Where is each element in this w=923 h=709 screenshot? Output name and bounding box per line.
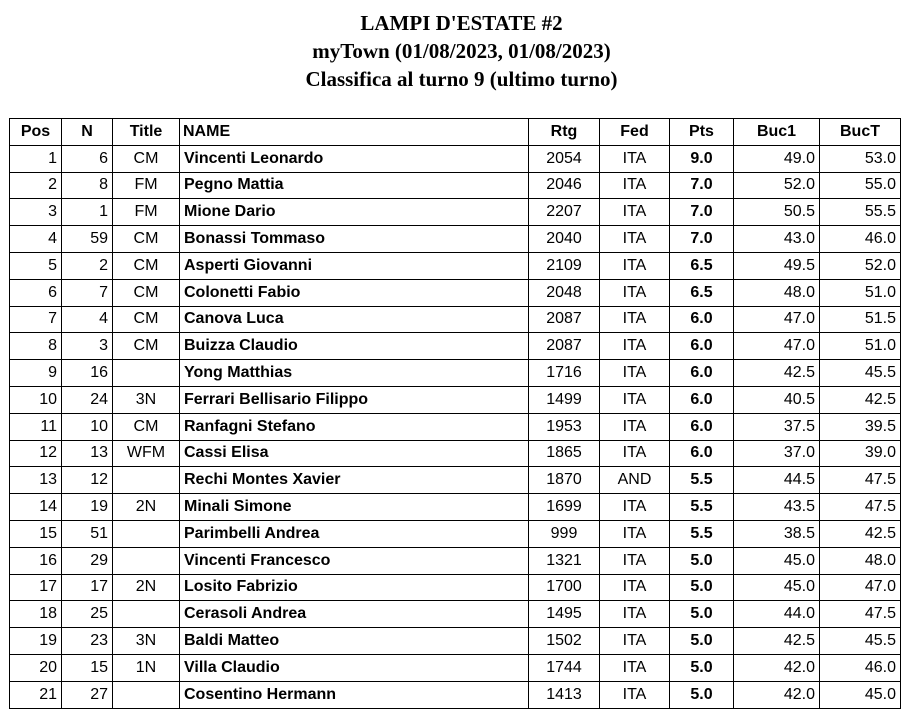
cell-fed: ITA bbox=[600, 252, 670, 279]
cell-pts: 6.0 bbox=[670, 360, 734, 387]
cell-pos: 15 bbox=[10, 520, 62, 547]
cell-fed: ITA bbox=[600, 654, 670, 681]
cell-buct: 42.5 bbox=[820, 520, 901, 547]
cell-n: 2 bbox=[62, 252, 113, 279]
standings-round-caption: Classifica al turno 9 (ultimo turno) bbox=[305, 67, 618, 91]
cell-title: 2N bbox=[113, 494, 180, 521]
cell-name: Pegno Mattia bbox=[180, 172, 529, 199]
cell-buc1: 40.5 bbox=[734, 386, 820, 413]
cell-name: Ranfagni Stefano bbox=[180, 413, 529, 440]
table-row bbox=[10, 279, 901, 306]
cell-n: 1 bbox=[62, 199, 113, 226]
column-header-buc1: Buc1 bbox=[734, 119, 820, 146]
cell-pts: 6.0 bbox=[670, 386, 734, 413]
cell-buc1: 49.0 bbox=[734, 145, 820, 172]
table-row bbox=[10, 520, 901, 547]
table-row bbox=[10, 574, 901, 601]
cell-fed: ITA bbox=[600, 145, 670, 172]
cell-rtg: 2040 bbox=[529, 226, 600, 253]
cell-pts: 6.0 bbox=[670, 413, 734, 440]
cell-title: CM bbox=[113, 279, 180, 306]
cell-fed: ITA bbox=[600, 628, 670, 655]
cell-pos: 17 bbox=[10, 574, 62, 601]
cell-pos: 16 bbox=[10, 547, 62, 574]
cell-n: 25 bbox=[62, 601, 113, 628]
cell-rtg: 2046 bbox=[529, 172, 600, 199]
cell-fed: ITA bbox=[600, 172, 670, 199]
cell-buct: 47.5 bbox=[820, 601, 901, 628]
cell-name: Cassi Elisa bbox=[180, 440, 529, 467]
cell-rtg: 2054 bbox=[529, 145, 600, 172]
cell-buct: 47.5 bbox=[820, 467, 901, 494]
table-row bbox=[10, 547, 901, 574]
cell-pos: 13 bbox=[10, 467, 62, 494]
cell-buc1: 49.5 bbox=[734, 252, 820, 279]
column-header-name: NAME bbox=[180, 119, 529, 146]
table-row bbox=[10, 333, 901, 360]
cell-n: 24 bbox=[62, 386, 113, 413]
cell-buc1: 50.5 bbox=[734, 199, 820, 226]
cell-fed: ITA bbox=[600, 306, 670, 333]
cell-rtg: 1699 bbox=[529, 494, 600, 521]
cell-pos: 4 bbox=[10, 226, 62, 253]
cell-n: 51 bbox=[62, 520, 113, 547]
cell-n: 59 bbox=[62, 226, 113, 253]
cell-rtg: 2048 bbox=[529, 279, 600, 306]
cell-buc1: 42.5 bbox=[734, 360, 820, 387]
cell-pos: 2 bbox=[10, 172, 62, 199]
cell-buc1: 43.5 bbox=[734, 494, 820, 521]
cell-title bbox=[113, 360, 180, 387]
column-header-pos: Pos bbox=[10, 119, 62, 146]
cell-fed: ITA bbox=[600, 333, 670, 360]
cell-n: 8 bbox=[62, 172, 113, 199]
cell-buct: 42.5 bbox=[820, 386, 901, 413]
cell-pts: 6.5 bbox=[670, 252, 734, 279]
cell-buct: 47.5 bbox=[820, 494, 901, 521]
cell-title: CM bbox=[113, 145, 180, 172]
cell-fed: ITA bbox=[600, 360, 670, 387]
cell-title: 3N bbox=[113, 386, 180, 413]
cell-pos: 20 bbox=[10, 654, 62, 681]
cell-n: 15 bbox=[62, 654, 113, 681]
cell-name: Asperti Giovanni bbox=[180, 252, 529, 279]
cell-buct: 46.0 bbox=[820, 226, 901, 253]
table-row bbox=[10, 494, 901, 521]
cell-rtg: 1413 bbox=[529, 681, 600, 708]
cell-title: CM bbox=[113, 306, 180, 333]
cell-pts: 5.0 bbox=[670, 547, 734, 574]
cell-pos: 5 bbox=[10, 252, 62, 279]
cell-name: Buizza Claudio bbox=[180, 333, 529, 360]
cell-title bbox=[113, 681, 180, 708]
cell-fed: ITA bbox=[600, 440, 670, 467]
cell-buc1: 44.0 bbox=[734, 601, 820, 628]
cell-title: CM bbox=[113, 333, 180, 360]
cell-buc1: 42.5 bbox=[734, 628, 820, 655]
cell-fed: ITA bbox=[600, 413, 670, 440]
cell-pos: 10 bbox=[10, 386, 62, 413]
cell-buct: 53.0 bbox=[820, 145, 901, 172]
cell-pts: 9.0 bbox=[670, 145, 734, 172]
cell-buct: 51.0 bbox=[820, 279, 901, 306]
cell-rtg: 1700 bbox=[529, 574, 600, 601]
cell-pts: 5.0 bbox=[670, 681, 734, 708]
cell-pts: 5.5 bbox=[670, 520, 734, 547]
table-row bbox=[10, 252, 901, 279]
cell-title: FM bbox=[113, 199, 180, 226]
cell-fed: ITA bbox=[600, 520, 670, 547]
cell-buc1: 44.5 bbox=[734, 467, 820, 494]
cell-title bbox=[113, 520, 180, 547]
cell-pts: 6.5 bbox=[670, 279, 734, 306]
table-row bbox=[10, 413, 901, 440]
cell-n: 17 bbox=[62, 574, 113, 601]
cell-rtg: 1870 bbox=[529, 467, 600, 494]
cell-name: Cerasoli Andrea bbox=[180, 601, 529, 628]
cell-n: 6 bbox=[62, 145, 113, 172]
cell-buct: 51.5 bbox=[820, 306, 901, 333]
cell-pts: 5.0 bbox=[670, 574, 734, 601]
cell-buct: 46.0 bbox=[820, 654, 901, 681]
cell-pos: 3 bbox=[10, 199, 62, 226]
cell-rtg: 1953 bbox=[529, 413, 600, 440]
table-row bbox=[10, 440, 901, 467]
table-row bbox=[10, 306, 901, 333]
cell-buct: 39.0 bbox=[820, 440, 901, 467]
cell-n: 4 bbox=[62, 306, 113, 333]
cell-name: Minali Simone bbox=[180, 494, 529, 521]
cell-fed: ITA bbox=[600, 494, 670, 521]
cell-pos: 12 bbox=[10, 440, 62, 467]
cell-buc1: 45.0 bbox=[734, 547, 820, 574]
cell-buct: 52.0 bbox=[820, 252, 901, 279]
cell-title bbox=[113, 547, 180, 574]
cell-rtg: 1865 bbox=[529, 440, 600, 467]
table-row bbox=[10, 226, 901, 253]
cell-buct: 55.0 bbox=[820, 172, 901, 199]
cell-name: Colonetti Fabio bbox=[180, 279, 529, 306]
cell-rtg: 1495 bbox=[529, 601, 600, 628]
table-row bbox=[10, 467, 901, 494]
table-row bbox=[10, 386, 901, 413]
cell-pos: 11 bbox=[10, 413, 62, 440]
cell-pts: 7.0 bbox=[670, 226, 734, 253]
cell-rtg: 1502 bbox=[529, 628, 600, 655]
cell-pts: 6.0 bbox=[670, 306, 734, 333]
cell-pos: 14 bbox=[10, 494, 62, 521]
cell-title: CM bbox=[113, 413, 180, 440]
table-row bbox=[10, 628, 901, 655]
cell-pts: 7.0 bbox=[670, 199, 734, 226]
cell-name: Ferrari Bellisario Filippo bbox=[180, 386, 529, 413]
cell-name: Rechi Montes Xavier bbox=[180, 467, 529, 494]
cell-title: WFM bbox=[113, 440, 180, 467]
cell-rtg: 1744 bbox=[529, 654, 600, 681]
cell-title bbox=[113, 467, 180, 494]
cell-pts: 6.0 bbox=[670, 440, 734, 467]
cell-pos: 9 bbox=[10, 360, 62, 387]
cell-name: Vincenti Francesco bbox=[180, 547, 529, 574]
cell-buct: 45.0 bbox=[820, 681, 901, 708]
cell-rtg: 2207 bbox=[529, 199, 600, 226]
cell-n: 12 bbox=[62, 467, 113, 494]
cell-fed: ITA bbox=[600, 199, 670, 226]
cell-rtg: 1321 bbox=[529, 547, 600, 574]
cell-pos: 19 bbox=[10, 628, 62, 655]
table-row bbox=[10, 172, 901, 199]
table-row bbox=[10, 601, 901, 628]
cell-rtg: 2087 bbox=[529, 306, 600, 333]
tournament-title: LAMPI D'ESTATE #2 bbox=[360, 11, 563, 35]
cell-buct: 45.5 bbox=[820, 360, 901, 387]
cell-buct: 45.5 bbox=[820, 628, 901, 655]
cell-fed: AND bbox=[600, 467, 670, 494]
cell-pos: 6 bbox=[10, 279, 62, 306]
cell-name: Cosentino Hermann bbox=[180, 681, 529, 708]
table-row bbox=[10, 199, 901, 226]
cell-fed: ITA bbox=[600, 574, 670, 601]
cell-name: Baldi Matteo bbox=[180, 628, 529, 655]
cell-buct: 47.0 bbox=[820, 574, 901, 601]
standings-body bbox=[10, 145, 901, 708]
cell-n: 29 bbox=[62, 547, 113, 574]
cell-pts: 5.0 bbox=[670, 654, 734, 681]
cell-n: 3 bbox=[62, 333, 113, 360]
cell-name: Yong Matthias bbox=[180, 360, 529, 387]
cell-fed: ITA bbox=[600, 601, 670, 628]
cell-rtg: 999 bbox=[529, 520, 600, 547]
cell-name: Villa Claudio bbox=[180, 654, 529, 681]
cell-buc1: 45.0 bbox=[734, 574, 820, 601]
cell-buc1: 43.0 bbox=[734, 226, 820, 253]
column-header-rtg: Rtg bbox=[529, 119, 600, 146]
cell-buc1: 42.0 bbox=[734, 681, 820, 708]
table-row bbox=[10, 681, 901, 708]
cell-buc1: 52.0 bbox=[734, 172, 820, 199]
tournament-location-dates: myTown (01/08/2023, 01/08/2023) bbox=[312, 39, 611, 63]
table-row bbox=[10, 360, 901, 387]
cell-title: CM bbox=[113, 252, 180, 279]
column-header-fed: Fed bbox=[600, 119, 670, 146]
table-row bbox=[10, 145, 901, 172]
cell-buct: 55.5 bbox=[820, 199, 901, 226]
column-header-title: Title bbox=[113, 119, 180, 146]
cell-pts: 5.0 bbox=[670, 628, 734, 655]
cell-rtg: 1716 bbox=[529, 360, 600, 387]
cell-rtg: 1499 bbox=[529, 386, 600, 413]
cell-buct: 51.0 bbox=[820, 333, 901, 360]
cell-pts: 5.5 bbox=[670, 467, 734, 494]
cell-n: 27 bbox=[62, 681, 113, 708]
table-header-row bbox=[10, 119, 901, 146]
cell-pts: 5.0 bbox=[670, 601, 734, 628]
cell-rtg: 2109 bbox=[529, 252, 600, 279]
cell-pos: 21 bbox=[10, 681, 62, 708]
cell-fed: ITA bbox=[600, 279, 670, 306]
cell-pts: 7.0 bbox=[670, 172, 734, 199]
cell-fed: ITA bbox=[600, 386, 670, 413]
cell-buc1: 47.0 bbox=[734, 333, 820, 360]
cell-buc1: 38.5 bbox=[734, 520, 820, 547]
cell-title: FM bbox=[113, 172, 180, 199]
cell-buct: 48.0 bbox=[820, 547, 901, 574]
column-header-pts: Pts bbox=[670, 119, 734, 146]
cell-pos: 1 bbox=[10, 145, 62, 172]
document-header bbox=[0, 9, 923, 93]
cell-fed: ITA bbox=[600, 226, 670, 253]
table-row bbox=[10, 654, 901, 681]
column-header-buct: BucT bbox=[820, 119, 901, 146]
cell-pts: 6.0 bbox=[670, 333, 734, 360]
cell-fed: ITA bbox=[600, 547, 670, 574]
cell-title: CM bbox=[113, 226, 180, 253]
standings-table bbox=[9, 118, 901, 709]
cell-pos: 7 bbox=[10, 306, 62, 333]
cell-name: Mione Dario bbox=[180, 199, 529, 226]
cell-n: 23 bbox=[62, 628, 113, 655]
cell-buc1: 37.5 bbox=[734, 413, 820, 440]
cell-pos: 18 bbox=[10, 601, 62, 628]
column-header-n: N bbox=[62, 119, 113, 146]
cell-title bbox=[113, 601, 180, 628]
cell-n: 19 bbox=[62, 494, 113, 521]
cell-name: Vincenti Leonardo bbox=[180, 145, 529, 172]
cell-name: Bonassi Tommaso bbox=[180, 226, 529, 253]
cell-name: Losito Fabrizio bbox=[180, 574, 529, 601]
cell-buc1: 47.0 bbox=[734, 306, 820, 333]
cell-title: 1N bbox=[113, 654, 180, 681]
cell-buc1: 48.0 bbox=[734, 279, 820, 306]
cell-buc1: 37.0 bbox=[734, 440, 820, 467]
cell-buct: 39.5 bbox=[820, 413, 901, 440]
cell-buc1: 42.0 bbox=[734, 654, 820, 681]
cell-n: 13 bbox=[62, 440, 113, 467]
cell-rtg: 2087 bbox=[529, 333, 600, 360]
cell-title: 2N bbox=[113, 574, 180, 601]
cell-name: Parimbelli Andrea bbox=[180, 520, 529, 547]
cell-fed: ITA bbox=[600, 681, 670, 708]
cell-pos: 8 bbox=[10, 333, 62, 360]
cell-name: Canova Luca bbox=[180, 306, 529, 333]
cell-n: 7 bbox=[62, 279, 113, 306]
cell-n: 10 bbox=[62, 413, 113, 440]
cell-title: 3N bbox=[113, 628, 180, 655]
cell-n: 16 bbox=[62, 360, 113, 387]
cell-pts: 5.5 bbox=[670, 494, 734, 521]
